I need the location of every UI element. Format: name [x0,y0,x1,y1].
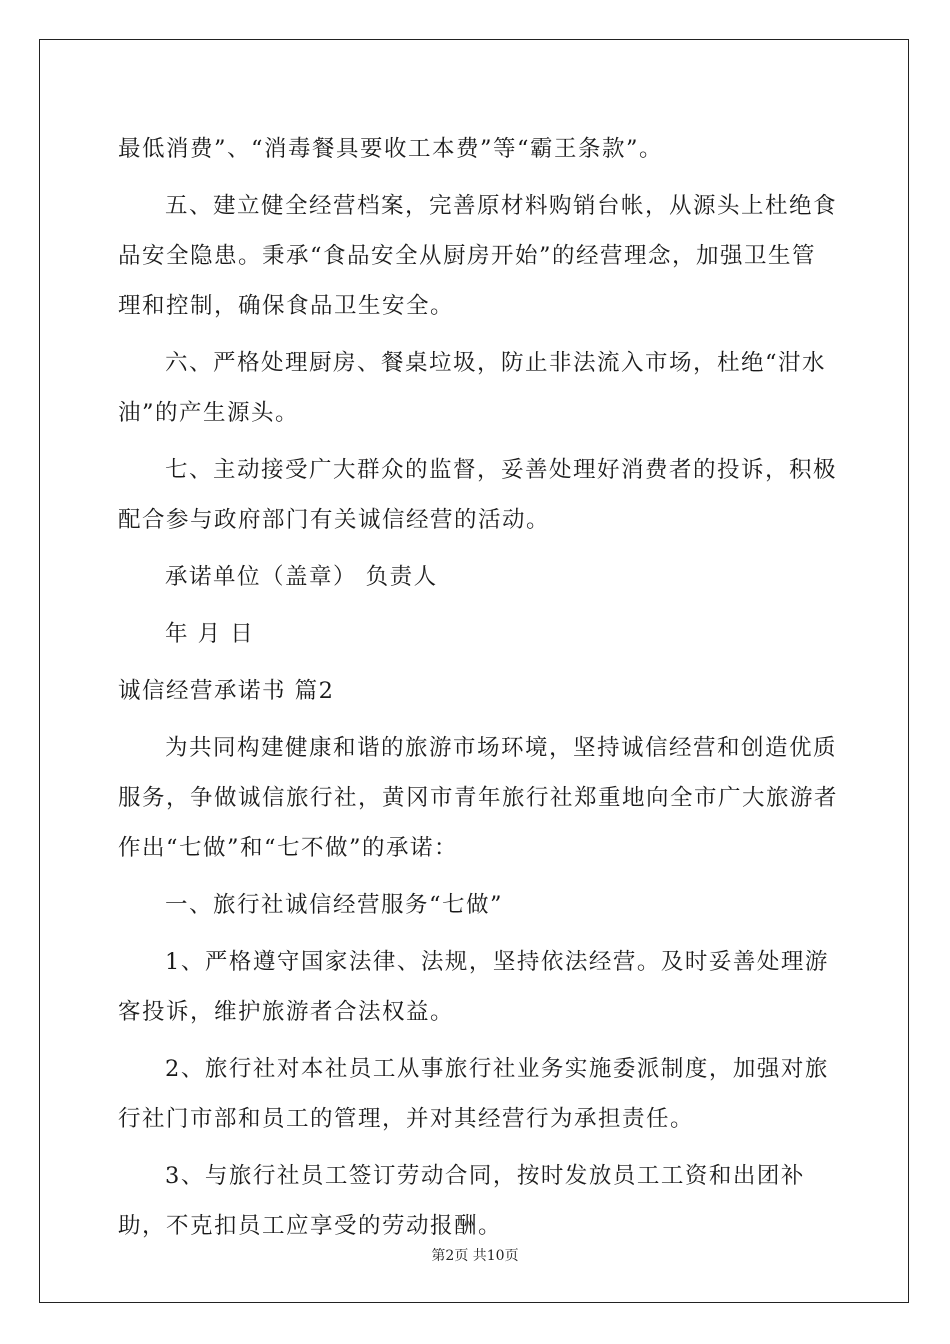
page-number: 第2页 共10页 [431,1248,519,1264]
paragraph: 最低消费”、“消毒餐具要收工本费”等“霸王条款”。 [118,136,664,162]
paragraph: 五、建立健全经营档案，完善原材料购销台帐，从源头上杜绝食品安全隐患。秉承“食品安全从厨房开始”的经营理念，加强卫生管理和控制，确保食品卫生安全。 [118,193,838,319]
section-title: 诚信经营承诺书 篇2 [118,678,335,704]
document-body [118,124,838,1258]
paragraph: 七、主动接受广大群众的监督，妥善处理好消费者的投诉，积极配合参与政府部门有关诚信经营的活动。 [118,457,838,533]
paragraph: 2、旅行社对本社员工从事旅行社业务实施委派制度，加强对旅行社门市部和员工的管理，并对其经营行为承担责任。 [118,1056,829,1132]
paragraph: 3、与旅行社员工签订劳动合同，按时发放员工工资和出团补助，不克扣员工应享受的劳动报酬。 [118,1163,805,1239]
paragraph: 六、严格处理厨房、餐桌垃圾，防止非法流入市场，杜绝“泔水油”的产生源头。 [118,350,827,426]
paragraph: 1、严格遵守国家法律、法规，坚持依法经营。及时妥善处理游客投诉，维护旅游者合法权益。 [118,949,829,1025]
subheading: 一、旅行社诚信经营服务“七做” [165,892,504,918]
paragraph: 为共同构建健康和谐的旅游市场环境，坚持诚信经营和创造优质服务，争做诚信旅行社，黄冈市青年旅行社郑重地向全市广大旅游者作出“七做”和“七不做”的承诺： [118,735,839,861]
date-line: 年 月 日 [165,621,255,647]
signature-line: 承诺单位（盖章） 负责人 [165,564,438,590]
